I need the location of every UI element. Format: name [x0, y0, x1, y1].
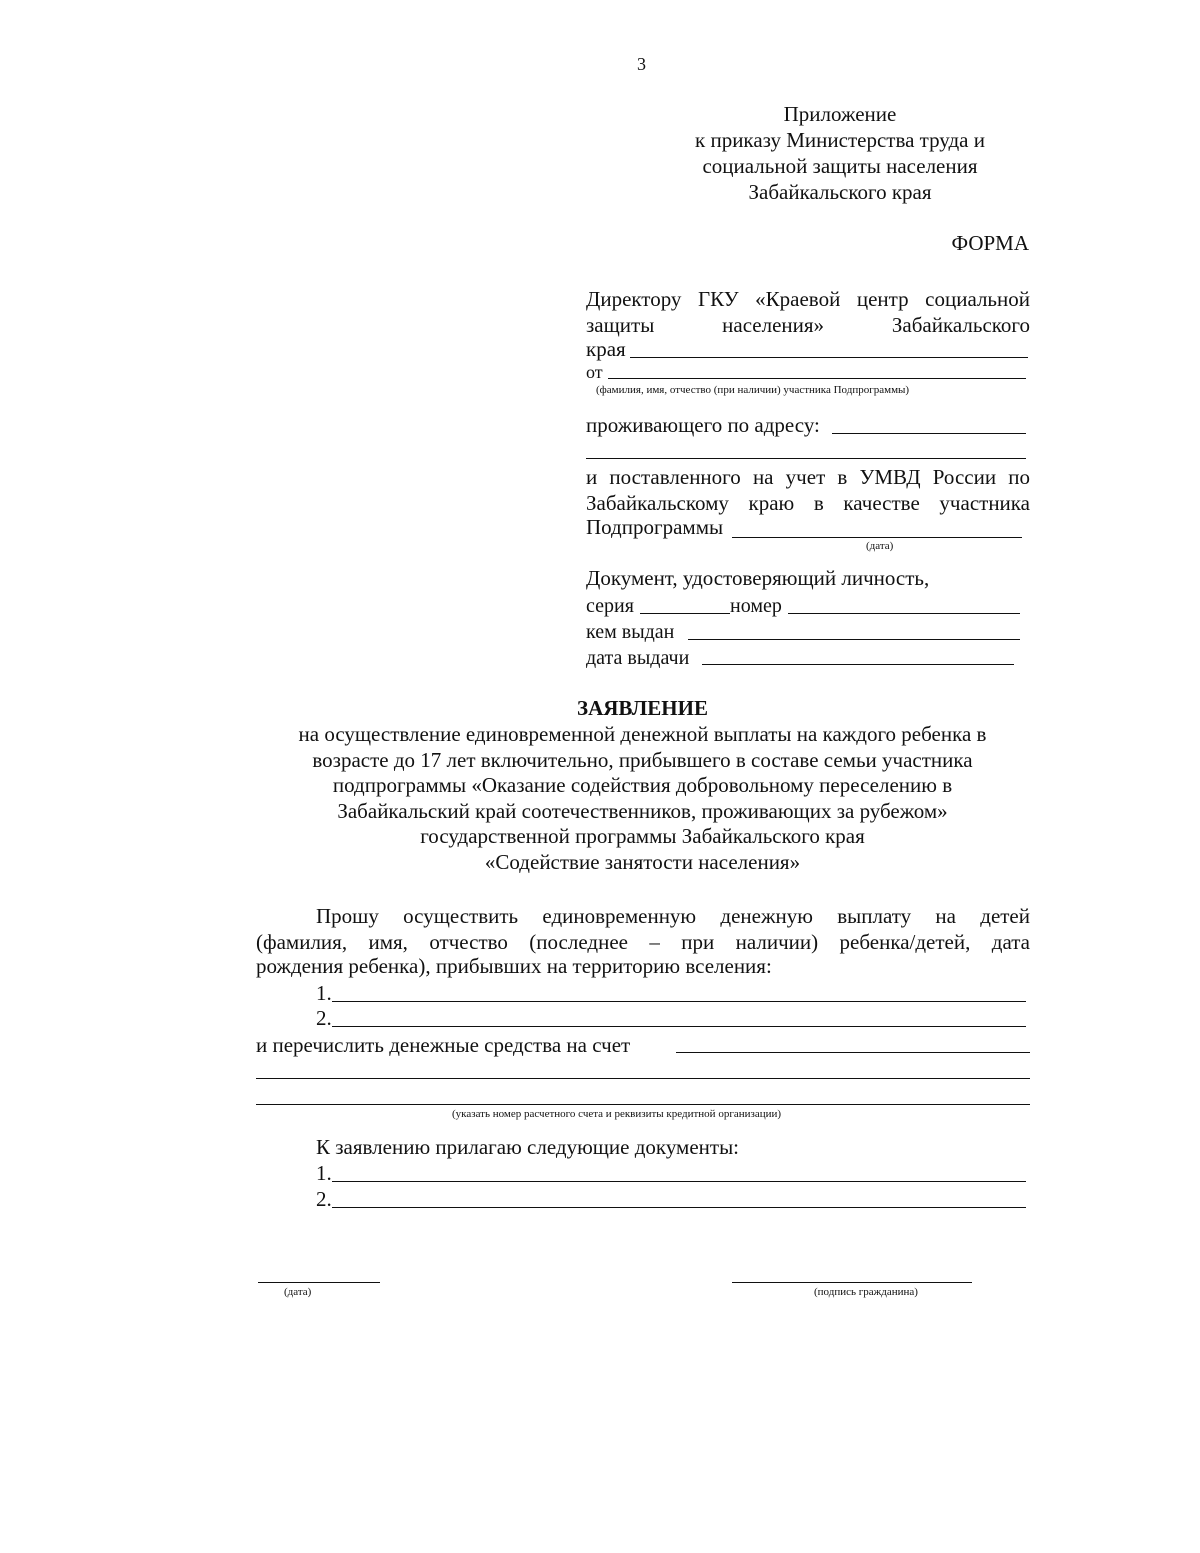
page-number: 3	[637, 54, 646, 74]
attachment-item-1-field[interactable]	[332, 1181, 1026, 1182]
account-caption: (указать номер расчетного счета и реквизиты кредитной организации)	[452, 1108, 782, 1120]
document-subtitle	[200, 722, 1085, 875]
issue-date-label: дата выдачи	[586, 647, 690, 669]
request-line-2: (фамилия, имя, отчество (последнее – при наличии) ребенка/детей, дата	[256, 930, 1030, 954]
addressee-region-field[interactable]	[630, 357, 1028, 358]
citizen-signature-field[interactable]	[732, 1282, 972, 1283]
appendix-line-4: Забайкальского края	[748, 180, 932, 204]
citizen-signature-caption: (подпись гражданина)	[814, 1286, 918, 1298]
subtitle-line-4: Забайкальский край соотечественников, проживающих за рубежом»	[337, 798, 948, 823]
series-label: серия	[586, 595, 634, 617]
number-field[interactable]	[788, 613, 1020, 614]
series-field[interactable]	[640, 613, 730, 614]
issued-by-label: кем выдан	[586, 621, 675, 643]
addressee-region-label: края	[586, 337, 626, 361]
registration-date-caption: (дата)	[866, 540, 894, 552]
issue-date-field[interactable]	[702, 664, 1014, 665]
account-field-1[interactable]	[676, 1052, 1030, 1053]
transfer-label: и перечислить денежные средства на счет	[256, 1033, 631, 1057]
form-label: ФОРМА	[951, 231, 1029, 255]
appendix-line-1: Приложение	[783, 102, 897, 126]
subtitle-line-5: государственной программы Забайкальского края	[420, 824, 865, 848]
document-title: ЗАЯВЛЕНИЕ	[577, 696, 708, 720]
appendix-block	[640, 101, 1040, 205]
child-item-2-field[interactable]	[332, 1026, 1026, 1027]
request-line-1: Прошу осуществить единовременную денежную выплату на детей	[316, 904, 1030, 928]
account-field-3[interactable]	[256, 1104, 1030, 1105]
registered-line-1: и поставленного на учет в УМВД России по	[586, 465, 1030, 489]
child-item-2-number: 2.	[316, 1006, 332, 1030]
child-item-1-number: 1.	[316, 981, 332, 1005]
registered-line-2: Забайкальскому краю в качестве участника	[586, 491, 1030, 515]
subtitle-line-2: возрасте до 17 лет включительно, прибывшего в составе семьи участника	[312, 747, 973, 772]
subtitle-line-1: на осуществление единовременной денежной выплаты на каждого ребенка в	[298, 722, 987, 746]
from-label: от	[586, 362, 603, 382]
appendix-line-3: социальной защиты населения	[702, 154, 978, 178]
from-caption: (фамилия, имя, отчество (при наличии) участника Подпрограммы)	[596, 384, 910, 396]
child-item-1-field[interactable]	[332, 1001, 1026, 1002]
attachment-item-1-number: 1.	[316, 1161, 332, 1185]
addressee-line-1: Директору ГКУ «Краевой центр социальной	[586, 287, 1030, 311]
address-field-2[interactable]	[586, 458, 1026, 459]
registration-date-field[interactable]	[732, 537, 1022, 538]
from-name-field[interactable]	[608, 378, 1026, 379]
account-field-2[interactable]	[256, 1078, 1030, 1079]
address-field-1[interactable]	[832, 433, 1026, 434]
attachments-heading: К заявлению прилагаю следующие документы:	[316, 1135, 740, 1159]
signature-date-field[interactable]	[258, 1282, 380, 1283]
attachment-item-2-field[interactable]	[332, 1207, 1026, 1208]
attachment-item-2-number: 2.	[316, 1187, 332, 1211]
addressee-line-2: защиты населения» Забайкальского	[586, 313, 1030, 337]
subtitle-line-3: подпрограммы «Оказание содействия добровольному переселению в	[332, 773, 953, 797]
signature-date-caption: (дата)	[284, 1286, 312, 1298]
id-document-heading: Документ, удостоверяющий личность,	[586, 566, 930, 590]
address-label: проживающего по адресу:	[586, 413, 820, 437]
request-line-3: рождения ребенка), прибывших на территорию вселения:	[256, 954, 772, 978]
registered-line-3: Подпрограммы	[586, 515, 724, 539]
appendix-line-2: к приказу Министерства труда и	[695, 128, 985, 152]
number-label: номер	[730, 595, 782, 617]
issued-by-field[interactable]	[688, 639, 1020, 640]
subtitle-line-6: «Содействие занятости населения»	[484, 849, 801, 874]
